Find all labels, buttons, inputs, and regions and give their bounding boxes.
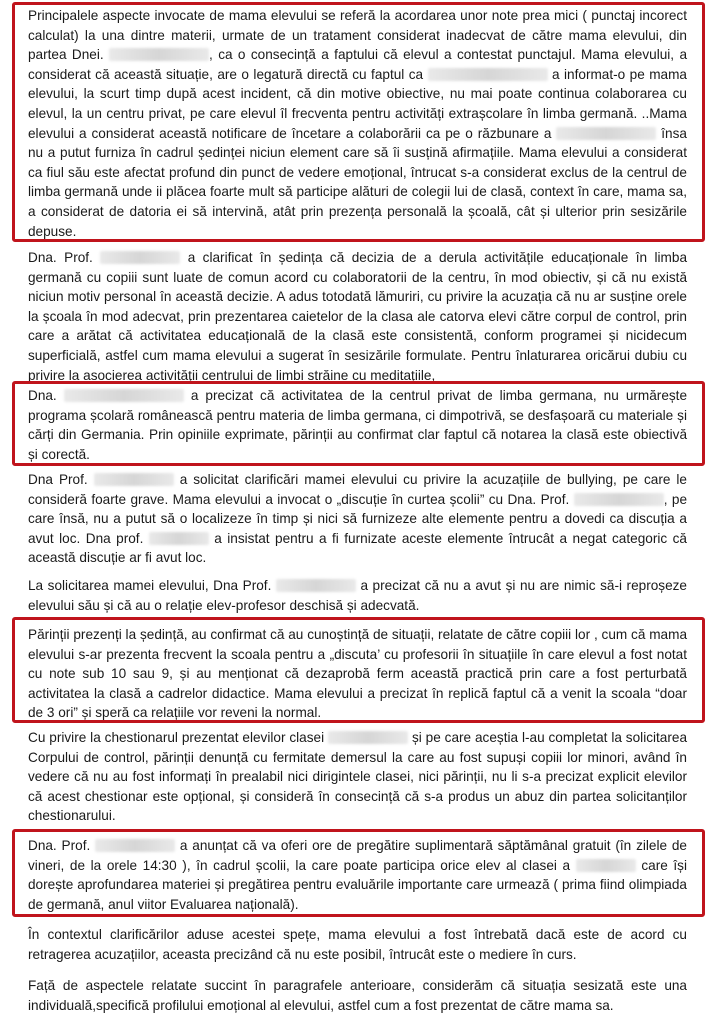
text-segment: care își dorește aprofundarea materiei și pregătirea pentru evaluările importante care urmează ( prima fiind olimpiada de germană, anul viitor Evaluarea națională). bbox=[28, 857, 687, 912]
text-segment: Cu privire la chestionarul prezentat elevilor clasei bbox=[28, 730, 325, 745]
text-segment: Părinții prezenți la ședință, au confirmat că au cunoștință de situații, relatate de către copiii lor , cum că mama elevului s-ar prezenta frecvent la scoala pentru a „discuta’ cu profesorii în situațiile în care elevul a fost notat cu note sub 10 sau 9, și au menționat că dezaprobă ferm această practică prin care a fost perturbată activitatea la clasă a cadrelor didactice. Mama elevului a precizat în replică faptul că a venit la scoala “doar de 3 ori” și speră ca relațiile vor reveni la normal. bbox=[28, 627, 687, 721]
text-segment: a clarificat în ședința că decizia de a derula activitățile educaționale în limba germană cu copiii sunt luate de comun acord cu colaboratorii de la centru, în mod obiectiv, și că nu există niciun motiv personal în această decizie. A adus totodată lămuriri, cu privire la acuzația că nu ar susține orele la școala în mod adecvat, prin prezentarea caietelor de la clasa ale catorva elevi către corpul de control, prin care a arătat că activitatea educațională de la clasă este consistentă, conform programei și nicidecum superficială, astfel cum mama elevului a sugerat în sesizările formulate. Pentru înlaturarea oricărui dubiu cu privire la asocierea activității centrului de limbi străine cu meditațiile, bbox=[28, 250, 687, 383]
text-segment: a anunțat că va oferi ore de pregătire suplimentară săptămânal gratuit (în zilele de vineri, de la orele 14:30 ), în cadrul școlii, la care poate participa orice elev al clasei a bbox=[28, 838, 687, 873]
text-segment: și pe care aceștia l-au completat la solicitarea Corpului de control, părinții denunță cu fermitate demersul la care au fost supuși copiii lor minori, având în vedere că nu au fost informați în prealabil nici dirigintele clasei, nici părinții, nu li s-a precizat explicit elevilor că acest chestionar este opțional, și consideră în consecință că s-a produs un abuz din partea solicitanților chestionarului. bbox=[28, 730, 688, 824]
paragraph-withdrawal bbox=[0, 925, 709, 964]
redacted-name bbox=[556, 127, 656, 140]
redacted-class bbox=[328, 731, 408, 744]
text-segment: a solicitat clarificări mamei elevului cu privire la acuzațiile de bullying, pe care le consideră foarte grave. Mama elevului a invocat o „discuție în curtea școlii” cu Dna. Prof. bbox=[28, 472, 687, 507]
paragraph-private-center bbox=[0, 386, 709, 464]
paragraph-conclusion bbox=[0, 976, 709, 1015]
redacted-name bbox=[95, 839, 175, 852]
text-segment: a precizat că nu a avut și nu are nimic să-i reproșeze elevului său și că au o relație elev-profesor deschisă și adecvată. bbox=[28, 578, 687, 613]
text-segment: a informat-o pe mama elevului, la scurt timp după acest incident, că din motive obiective, nu mai poate continua colaborarea cu elevul, la un centru privat, pe care elevul îl frecventa pentru activități extrașcolare în limba germană. ..Mama elevului a considerat această notificare de încetare a colaborării ca pe o răzbunare a bbox=[28, 66, 687, 141]
text-segment: La solicitarea mamei elevului, Dna Prof. bbox=[28, 578, 272, 593]
text-segment: Dna. bbox=[28, 388, 57, 403]
paragraph-complaint-summary bbox=[0, 6, 709, 241]
paragraph-bullying bbox=[0, 470, 709, 568]
redacted-class bbox=[576, 859, 636, 872]
paragraph-extra-lessons bbox=[0, 836, 709, 914]
text-segment: Față de aspectele relatate succint în paragrafele anterioare, considerăm că situația sesizată este una individuală,specifică profilului emoțional al elevului, astfel cum a fost prezentat de către mama sa. bbox=[28, 978, 687, 1013]
redacted-name bbox=[428, 68, 548, 81]
paragraph-teacher-relationship bbox=[0, 576, 709, 615]
text-segment: În contextul clarificărilor aduse acestei spețe, mama elevului a fost întrebată dacă este de acord cu retragerea acuzațiilor, aceasta precizând că nu este posibil, întrucât este o mediere în curs. bbox=[28, 927, 687, 962]
redacted-name bbox=[149, 532, 209, 545]
paragraph-teacher-clarification bbox=[0, 248, 709, 385]
redacted-name bbox=[109, 48, 209, 61]
text-segment: Dna. Prof. bbox=[28, 838, 91, 853]
redacted-name bbox=[94, 473, 174, 486]
text-segment: a insistat pentru a fi furnizate aceste elemente întrucât a negat categoric că această discuție ar fi avut loc. bbox=[28, 530, 687, 566]
redacted-name bbox=[100, 251, 180, 264]
redacted-name bbox=[276, 579, 356, 592]
paragraph-questionnaire bbox=[0, 728, 709, 826]
text-segment: a precizat că activitatea de la centrul privat de limba germana, nu urmărește programa școlară românească pentru materia de limba germana, ci dimpotrivă, se desfașoară cu materiale și cărți din Germania. Prin opiniile exprimate, părinții au confirmat clar faptul că notarea la clasă este obiectivă și corectă. bbox=[28, 388, 688, 462]
text-segment: Dna Prof. bbox=[28, 472, 88, 487]
redacted-name bbox=[64, 389, 184, 402]
paragraph-parents-confirmation bbox=[0, 625, 709, 723]
text-segment: Principalele aspecte invocate de mama elevului se referă la acordarea unor note prea mici ( punctaj incorect calculat) la una dintre materii, urmate de un tratament considerat inadecvat de către mama elevului, din partea Dnei. bbox=[28, 8, 687, 63]
redacted-name bbox=[574, 493, 664, 506]
text-segment: , ca o consecință a faptului că elevul a contestat punctajul. Mama elevului, a considerat că această situație, are o legatură directă cu faptul ca bbox=[28, 47, 688, 82]
text-segment: însa nu a putut furniza în cadrul ședinței niciun element care să îi susțină afirmațiile. Mama elevului a considerat ca fiul său este afectat profund din punct de vedere emoțional, întrucat s-a considerat exclus de la centrul de limba germană unde ii plăcea foarte mult să participe alături de colegii lui de clasă, context în care, mama sa, a considerat de datoria ei să intervină, atât prin prezența personală la școală, cât și ulterior prin sesizările depuse. bbox=[28, 125, 687, 239]
text-segment: , pe care însă, nu a putut să o localizeze în timp și nici să furnizeze alte elemente pentru a dovedi ca discuția a avut loc. Dna prof. bbox=[28, 491, 688, 546]
text-segment: Dna. Prof. bbox=[28, 250, 93, 265]
